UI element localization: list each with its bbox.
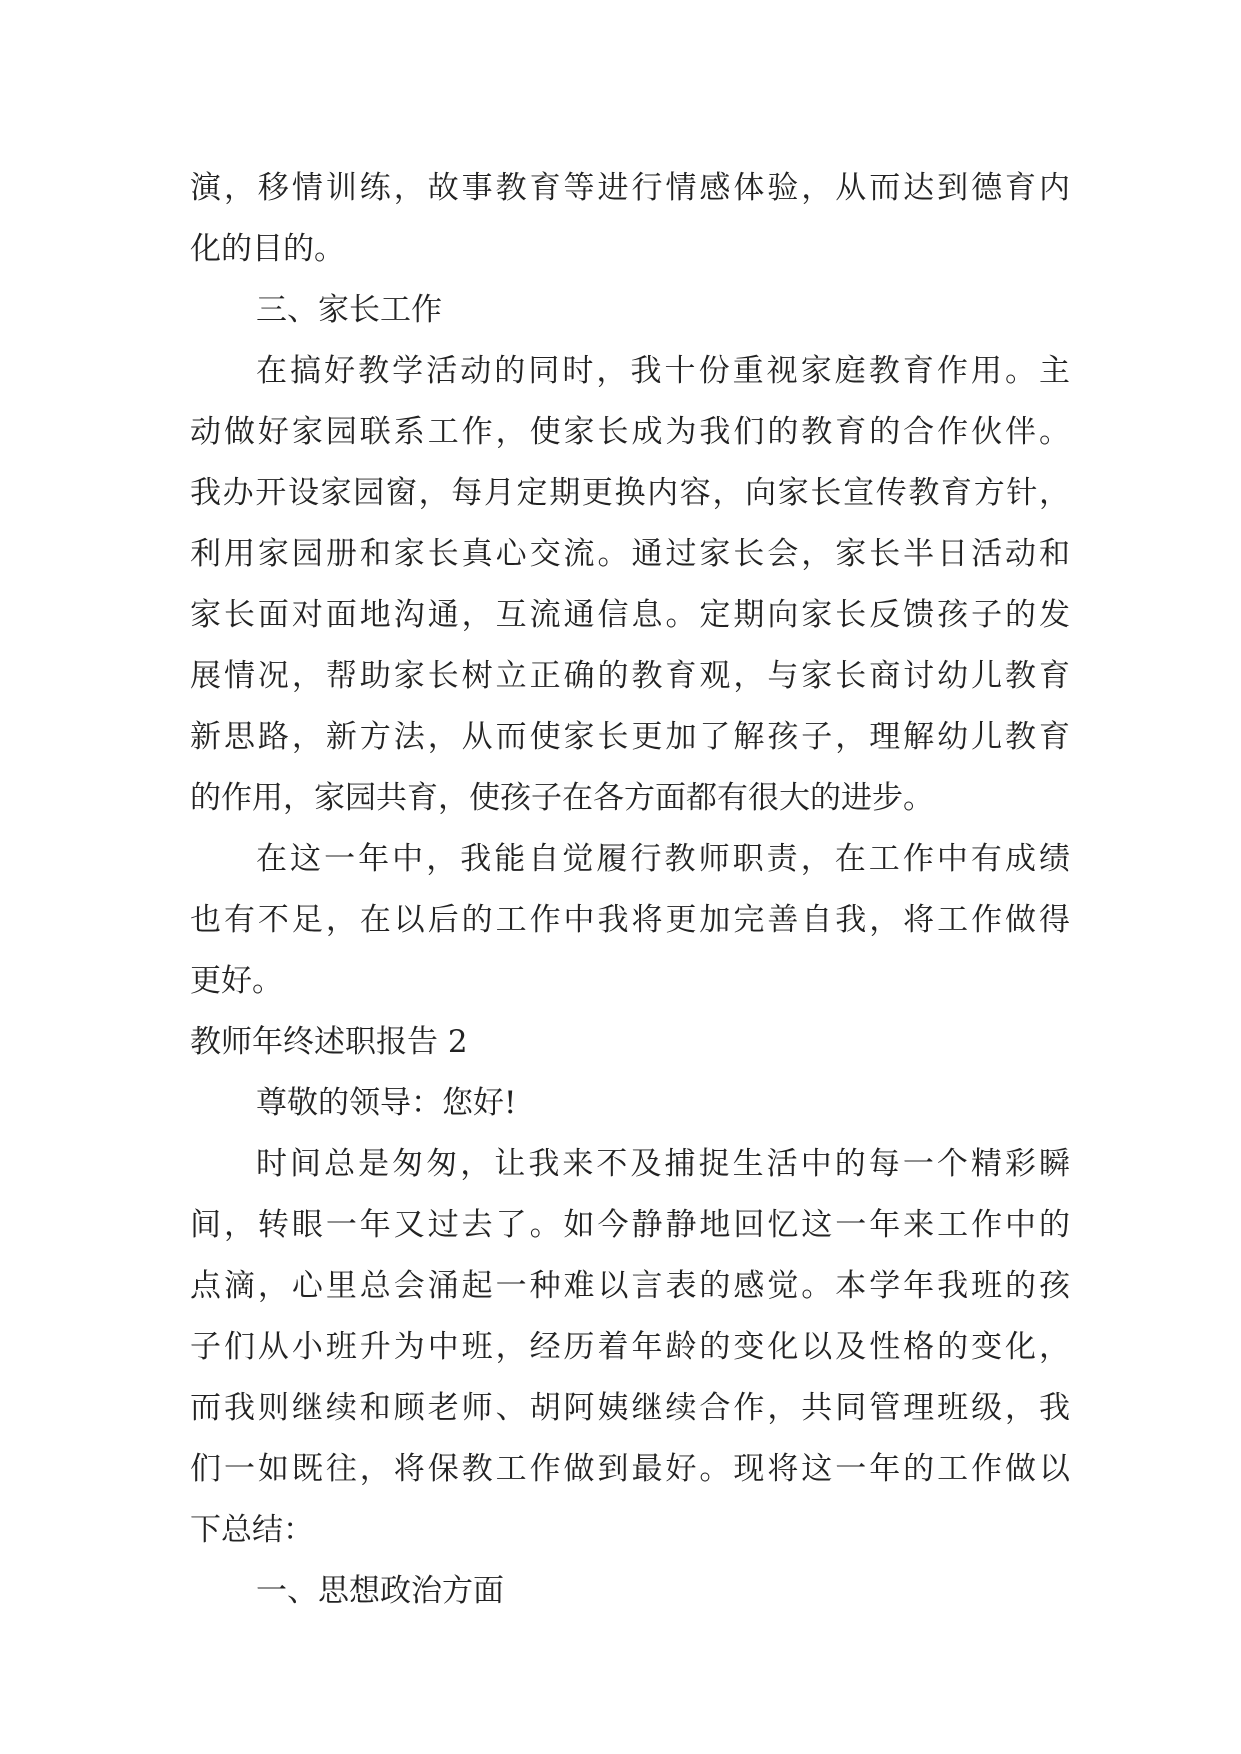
paragraph-line: 在这一年中，我能自觉履行教师职责，在工作中有成绩 bbox=[256, 841, 1070, 877]
paragraph-line: 更好。 bbox=[190, 963, 283, 999]
paragraph-line: 新思路，新方法，从而使家长更加了解孩子，理解幼儿教育 bbox=[190, 719, 1070, 755]
paragraph-line: 们一如既往，将保教工作做到最好。现将这一年的工作做以 bbox=[190, 1451, 1070, 1487]
document-title: 教师年终述职报告 2 bbox=[190, 1024, 468, 1060]
paragraph-line: 下总结： bbox=[190, 1512, 314, 1548]
section-heading: 三、家长工作 bbox=[256, 292, 442, 328]
document-body bbox=[190, 158, 1070, 1622]
paragraph-line: 点滴，心里总会涌起一种难以言表的感觉。本学年我班的孩 bbox=[190, 1268, 1070, 1304]
paragraph-line: 演，移情训练，故事教育等进行情感体验，从而达到德育内 bbox=[190, 170, 1070, 206]
paragraph-line: 动做好家园联系工作，使家长成为我们的教育的合作伙伴。 bbox=[190, 414, 1070, 450]
salutation: 尊敬的领导：您好! bbox=[256, 1085, 517, 1121]
paragraph-line: 在搞好教学活动的同时，我十份重视家庭教育作用。主 bbox=[256, 353, 1070, 389]
paragraph-line: 而我则继续和顾老师、胡阿姨继续合作，共同管理班级，我 bbox=[190, 1390, 1070, 1426]
paragraph-line: 子们从小班升为中班，经历着年龄的变化以及性格的变化， bbox=[190, 1329, 1070, 1365]
paragraph-line: 的作用，家园共育，使孩子在各方面都有很大的进步。 bbox=[190, 780, 934, 816]
paragraph-line: 间，转眼一年又过去了。如今静静地回忆这一年来工作中的 bbox=[190, 1207, 1070, 1243]
paragraph-line: 化的目的。 bbox=[190, 231, 345, 267]
section-heading: 一、思想政治方面 bbox=[256, 1573, 504, 1609]
paragraph-line: 时间总是匆匆，让我来不及捕捉生活中的每一个精彩瞬 bbox=[256, 1146, 1070, 1182]
paragraph-line: 展情况，帮助家长树立正确的教育观，与家长商讨幼儿教育 bbox=[190, 658, 1070, 694]
paragraph-line: 利用家园册和家长真心交流。通过家长会，家长半日活动和 bbox=[190, 536, 1070, 572]
paragraph-line: 家长面对面地沟通，互流通信息。定期向家长反馈孩子的发 bbox=[190, 597, 1070, 633]
paragraph-line: 我办开设家园窗，每月定期更换内容，向家长宣传教育方针， bbox=[190, 475, 1070, 511]
paragraph-line: 也有不足，在以后的工作中我将更加完善自我，将工作做得 bbox=[190, 902, 1070, 938]
